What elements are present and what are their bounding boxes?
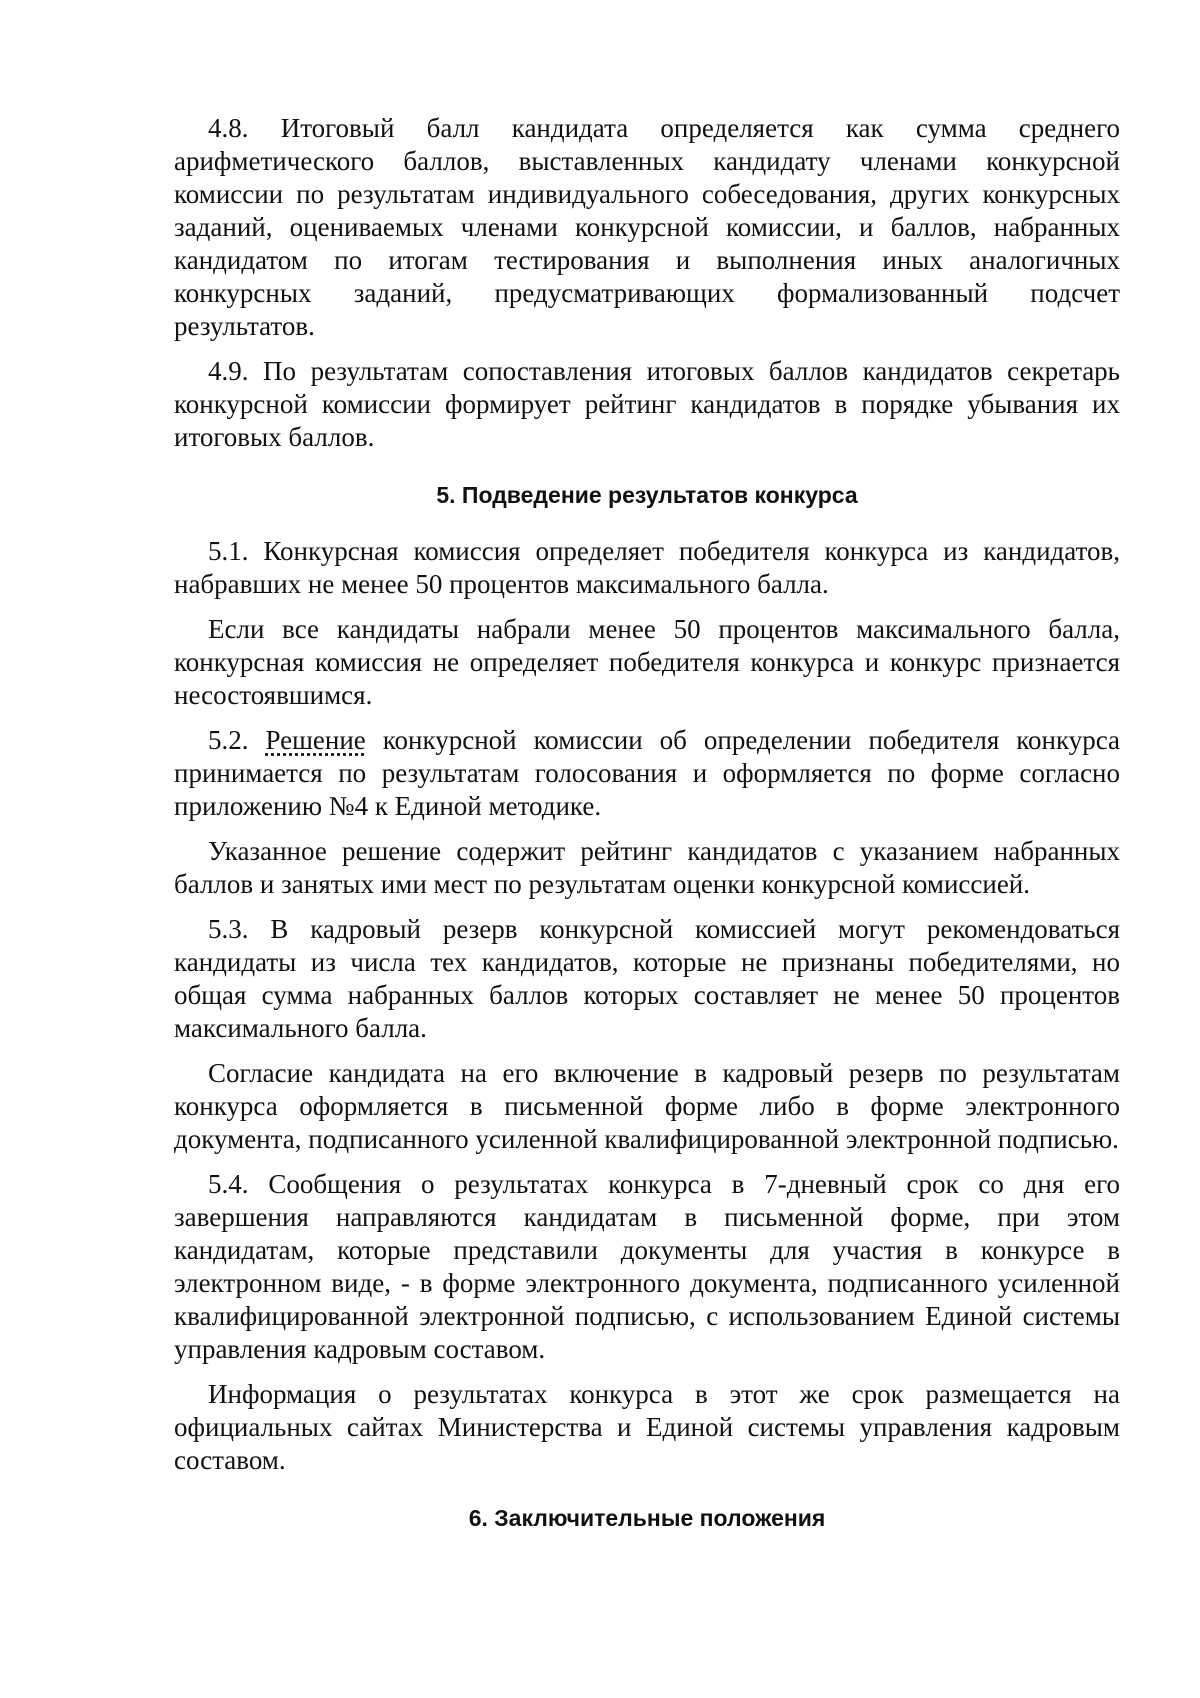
paragraph-5-4: 5.4. Сообщения о результатах конкурса в 7-дневный срок со дня его завершения направляются кандидатам в письменной форме, при этом кандидатам, которые представили документы для участия в конкурсе в электронном виде, - в форме электронного документа, подписанного усиленной квалифицированной электронной подписью, с использованием Единой системы управления кадровым составом.: [174, 1169, 1120, 1364]
paragraph-5-2-text: конкурсной комиссии об определении победителя конкурса принимается по результатам голосования и оформляется по форме согласно приложению №4 к Единой методике.: [174, 725, 1121, 821]
paragraph-5-1: 5.1. Конкурсная комиссия определяет победителя конкурса из кандидатов, набравших не менее 50 процентов максимального балла.: [174, 536, 1120, 599]
paragraph-5-4-continuation: Информация о результатах конкурса в этот же срок размещается на официальных сайтах Министерства и Единой системы управления кадровым составом.: [174, 1379, 1120, 1475]
paragraph-5-2: [174, 724, 1120, 823]
paragraph-4-8: 4.8. Итоговый балл кандидата определяется как сумма среднего арифметического баллов, выставленных кандидату членами конкурсной комиссии по результатам индивидуального собеседования, других конкурсных заданий, оцениваемых членами конкурсной комиссии, и баллов, набранных кандидатом по итогам тестирования и выполнения иных аналогичных конкурсных заданий, предусматривающих формализованный подсчет результатов.: [174, 113, 1120, 341]
paragraph-5-2-continuation: Указанное решение содержит рейтинг кандидатов с указанием набранных баллов и занятых ими мест по результатам оценки конкурсной комиссией.: [174, 836, 1120, 899]
decision-link[interactable]: Решение: [265, 725, 366, 755]
paragraph-5-3-continuation: Согласие кандидата на его включение в кадровый резерв по результатам конкурса оформляется в письменной форме либо в форме электронного документа, подписанного усиленной квалифицированной электронной подписью.: [174, 1058, 1120, 1154]
document-body: [174, 112, 1120, 1558]
paragraph-4-9: 4.9. По результатам сопоставления итоговых баллов кандидатов секретарь конкурсной комиссии формирует рейтинг кандидатов в порядке убывания их итоговых баллов.: [174, 356, 1120, 452]
paragraph-5-2-number: 5.2.: [208, 725, 266, 755]
section-5-heading: 5. Подведение результатов конкурса: [436, 482, 858, 508]
paragraph-5-3: 5.3. В кадровый резерв конкурсной комиссией могут рекомендоваться кандидаты из числа тех кандидатов, которые не признаны победителями, но общая сумма набранных баллов которых составляет не менее 50 процентов максимального балла.: [174, 914, 1120, 1043]
section-6-heading: 6. Заключительные положения: [468, 1505, 826, 1531]
paragraph-5-1-continuation: Если все кандидаты набрали менее 50 процентов максимального балла, конкурсная комиссия не определяет победителя конкурса и конкурс признается несостоявшимся.: [174, 614, 1120, 710]
